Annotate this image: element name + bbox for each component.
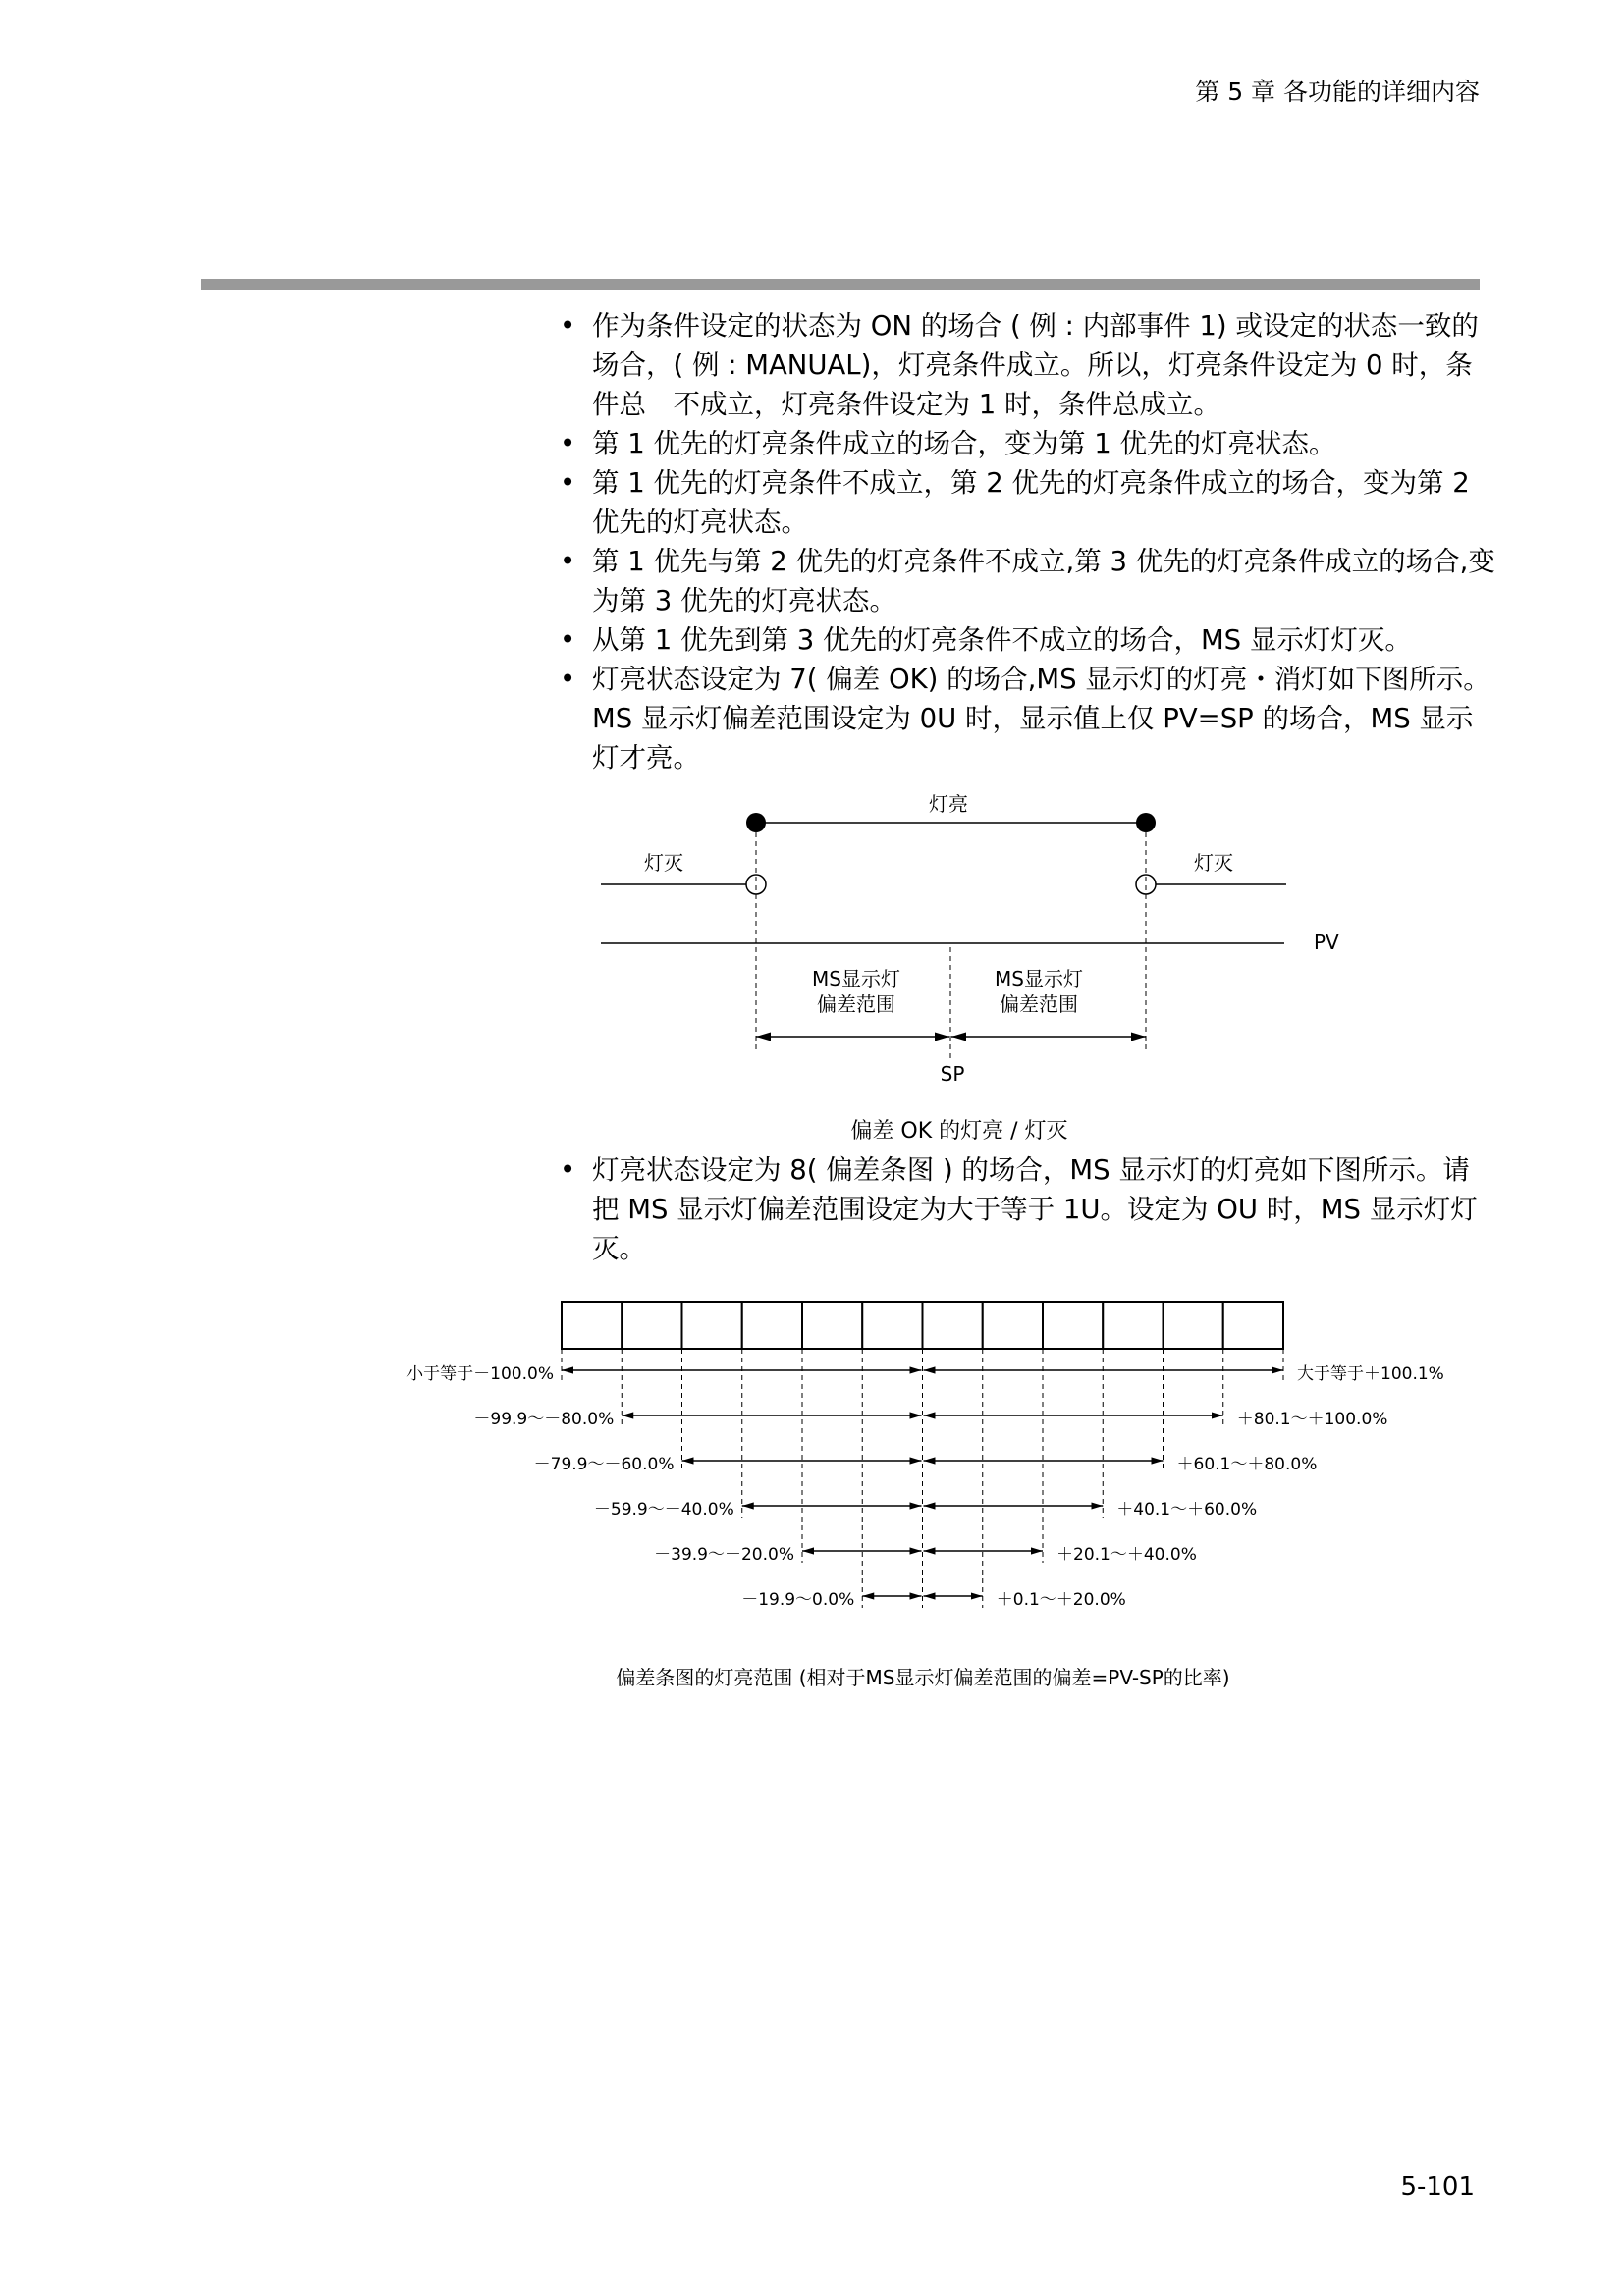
off-label-left: 灯灭 — [644, 851, 683, 875]
on-label: 灯亮 — [929, 792, 968, 816]
bar-segment — [682, 1302, 742, 1349]
bar-segment — [1103, 1302, 1163, 1349]
bullet-item: • 灯亮状态设定为 7( 偏差 OK) 的场合,MS 显示灯的灯亮・消灯如下图所示。MS 显示灯偏差范围设定为 0U 时，显示值上仅 PV=SP 的场合，MS 显示灯才亮。 — [553, 660, 1495, 777]
bullet-item: • 作为条件设定的状态为 ON 的场合 ( 例 : 内部事件 1) 或设定的状态一致的场合，( 例 : MANUAL)，灯亮条件成立。所以，灯亮条件设定为 0 时，条件总 不成立，灯亮条件设定为 1 时，条件总成立。 — [553, 306, 1495, 424]
positive-range-label: 大于等于＋100.1% — [1297, 1364, 1444, 1384]
negative-range-label: －99.9～－80.0% — [473, 1410, 615, 1429]
range-label-right: MS显示灯 偏差范围 — [995, 967, 1083, 1016]
bullet-item: • 第 1 优先的灯亮条件成立的场合，变为第 1 优先的灯亮状态。 — [553, 424, 1495, 463]
section-rule — [201, 279, 1480, 290]
negative-range-label: －19.9～0.0% — [741, 1590, 855, 1610]
negative-range-label: 小于等于－100.0% — [406, 1364, 554, 1384]
positive-range-label: ＋60.1～＋80.0% — [1176, 1455, 1318, 1474]
off-lines — [601, 875, 1286, 894]
bar-segment — [742, 1302, 802, 1349]
sp-label: SP — [940, 1062, 965, 1086]
bullet-list-2 — [553, 1150, 1495, 1268]
diagram2-caption: 偏差条图的灯亮范围 (相对于MS显示灯偏差范围的偏差=PV-SP的比率) — [616, 1666, 1230, 1689]
bullet-item: • 第 1 优先与第 2 优先的灯亮条件不成立,第 3 优先的灯亮条件成立的场合,变为第 3 优先的灯亮状态。 — [553, 542, 1495, 620]
dashed-guides — [756, 832, 1146, 1058]
bar-segment — [1164, 1302, 1223, 1349]
bullet-item: • 灯亮状态设定为 8( 偏差条图 ) 的场合，MS 显示灯的灯亮如下图所示。请把 MS 显示灯偏差范围设定为大于等于 1U。设定为 OU 时，MS 显示灯灯灭。 — [553, 1150, 1495, 1268]
page-number: 5-101 — [1400, 2172, 1475, 2202]
negative-range-label: －79.9～－60.0% — [533, 1455, 675, 1474]
pv-label: PV — [1314, 931, 1339, 954]
negative-range-label: －39.9～－20.0% — [654, 1545, 794, 1565]
chapter-header: 第 5 章 各功能的详细内容 — [1195, 78, 1480, 106]
positive-range-label: ＋20.1～＋40.0% — [1056, 1545, 1197, 1565]
bar-segment — [983, 1302, 1043, 1349]
bar-segment — [802, 1302, 862, 1349]
off-label-right: 灯灭 — [1194, 851, 1233, 875]
diagram1-caption: 偏差 OK 的灯亮 / 灯灭 — [850, 1119, 1068, 1144]
bar-segment — [923, 1302, 983, 1349]
bullet-item: • 从第 1 优先到第 3 优先的灯亮条件不成立的场合，MS 显示灯灯灭。 — [553, 620, 1495, 660]
bar-segment — [562, 1302, 622, 1349]
positive-range-label: ＋0.1～＋20.0% — [996, 1590, 1126, 1610]
negative-range-label: －59.9～－40.0% — [593, 1500, 734, 1520]
bar-segment — [622, 1302, 681, 1349]
positive-range-label: ＋40.1～＋60.0% — [1116, 1500, 1258, 1520]
bar-segment — [862, 1302, 922, 1349]
bar-segment — [1223, 1302, 1283, 1349]
bullet-list — [553, 306, 1495, 777]
bullet-item: • 第 1 优先的灯亮条件不成立，第 2 优先的灯亮条件成立的场合，变为第 2 优先的灯亮状态。 — [553, 463, 1495, 542]
bar-segment — [1043, 1302, 1103, 1349]
positive-range-label: ＋80.1～＋100.0% — [1236, 1410, 1388, 1429]
range-label-left: MS显示灯 偏差范围 — [812, 967, 900, 1016]
